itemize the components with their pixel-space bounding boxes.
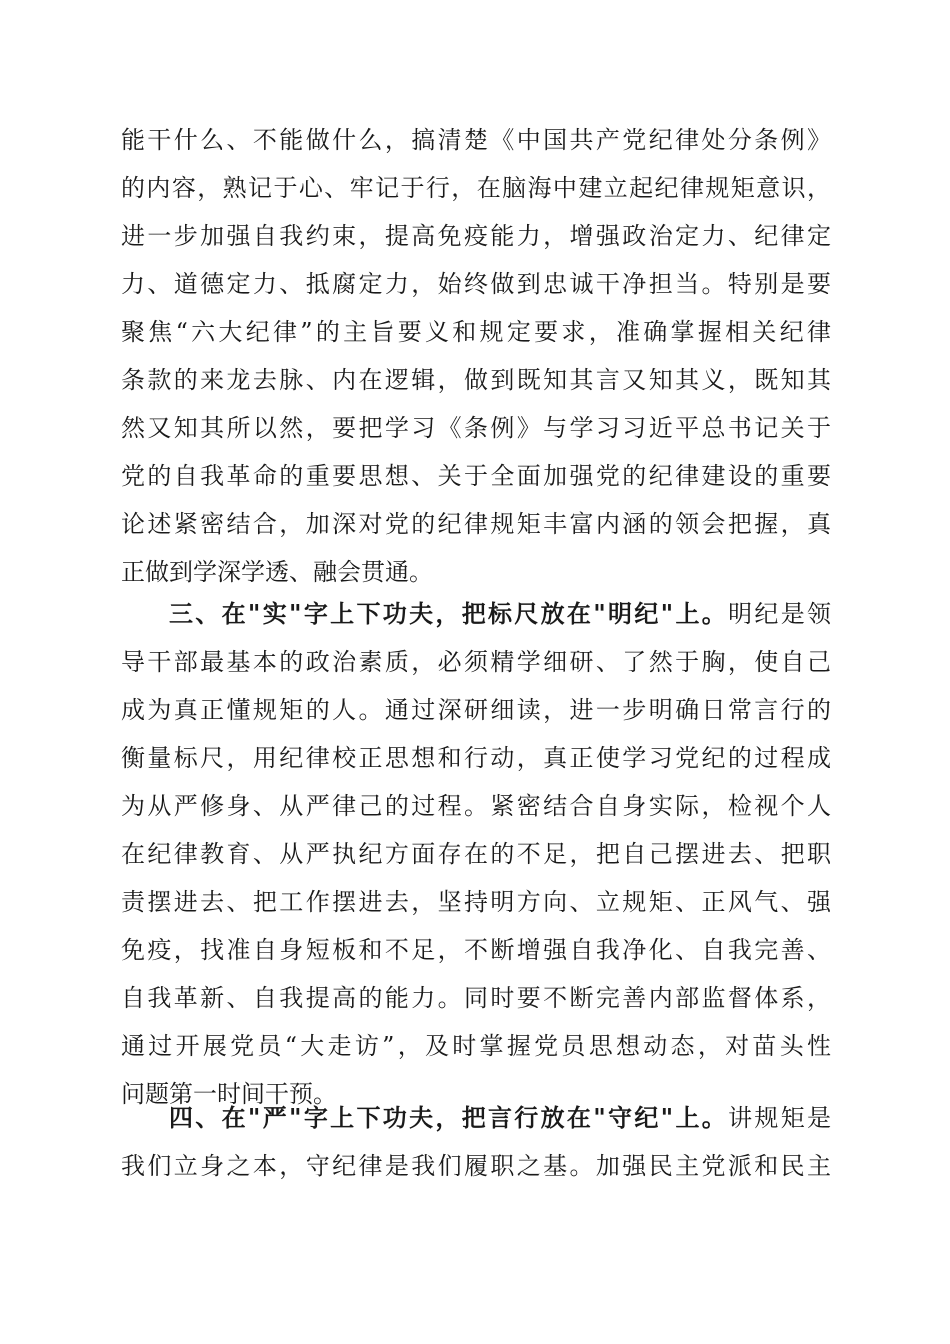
paragraph-line: 问题第一时间干预。 (121, 1080, 337, 1108)
paragraph-line: 责摆进去、把工作摆进去，坚持明方向、立规矩、正风气、强 (121, 888, 831, 916)
paragraph-line: 进一步加强自我约束，提高免疫能力，增强政治定力、纪律定 (121, 222, 831, 250)
paragraph-line: 我们立身之本，守纪律是我们履职之基。加强民主党派和民主 (121, 1152, 831, 1180)
section-3-heading: 三、在"实"字上下功夫，把标尺放在"明纪"上。 (169, 599, 729, 628)
paragraph-line: 的内容，熟记于心、牢记于行，在脑海中建立起纪律规矩意识， (121, 174, 831, 202)
paragraph-line: 论述紧密结合，加深对党的纪律规矩丰富内涵的领会把握，真 (121, 510, 831, 538)
paragraph-line: 党的自我革命的重要思想、关于全面加强党的纪律建设的重要 (121, 462, 831, 490)
paragraph-line: 力、道德定力、抵腐定力，始终做到忠诚干净担当。特别是要 (121, 270, 831, 298)
section-4-first-text: 讲规矩是 (728, 1104, 831, 1132)
paragraph-line: 条款的来龙去脉、内在逻辑，做到既知其言又知其义，既知其 (121, 366, 831, 394)
paragraph-line: 为从严修身、从严律己的过程。紧密结合自身实际，检视个人 (121, 792, 831, 820)
paragraph-line: 导干部最基本的政治素质，必须精学细研、了然于胸，使自己 (121, 648, 831, 676)
paragraph-line: 通过开展党员“大走访”，及时掌握党员思想动态，对苗头性 (121, 1032, 831, 1060)
paragraph-line: 衡量标尺，用纪律校正思想和行动，真正使学习党纪的过程成 (121, 744, 831, 772)
section-4-first-line (169, 1098, 831, 1138)
paragraph-line: 成为真正懂规矩的人。通过深研细读，进一步明确日常言行的 (121, 696, 831, 724)
paragraph-line: 能干什么、不能做什么，搞清楚《中国共产党纪律处分条例》 (121, 126, 831, 154)
paragraph-line: 自我革新、自我提高的能力。同时要不断完善内部监督体系， (121, 984, 831, 1012)
paragraph-line: 在纪律教育、从严执纪方面存在的不足，把自己摆进去、把职 (121, 840, 831, 868)
section-3-first-line (169, 594, 831, 634)
section-3-first-text: 明纪是领 (728, 600, 831, 628)
paragraph-line: 免疫，找准自身短板和不足，不断增强自我净化、自我完善、 (121, 936, 831, 964)
paragraph-line: 聚焦“六大纪律”的主旨要义和规定要求，准确掌握相关纪律 (121, 318, 831, 346)
section-4-heading: 四、在"严"字上下功夫，把言行放在"守纪"上。 (169, 1103, 729, 1132)
paragraph-line: 然又知其所以然，要把学习《条例》与学习习近平总书记关于 (121, 414, 831, 442)
paragraph-line: 正做到学深学透、融会贯通。 (121, 558, 433, 586)
